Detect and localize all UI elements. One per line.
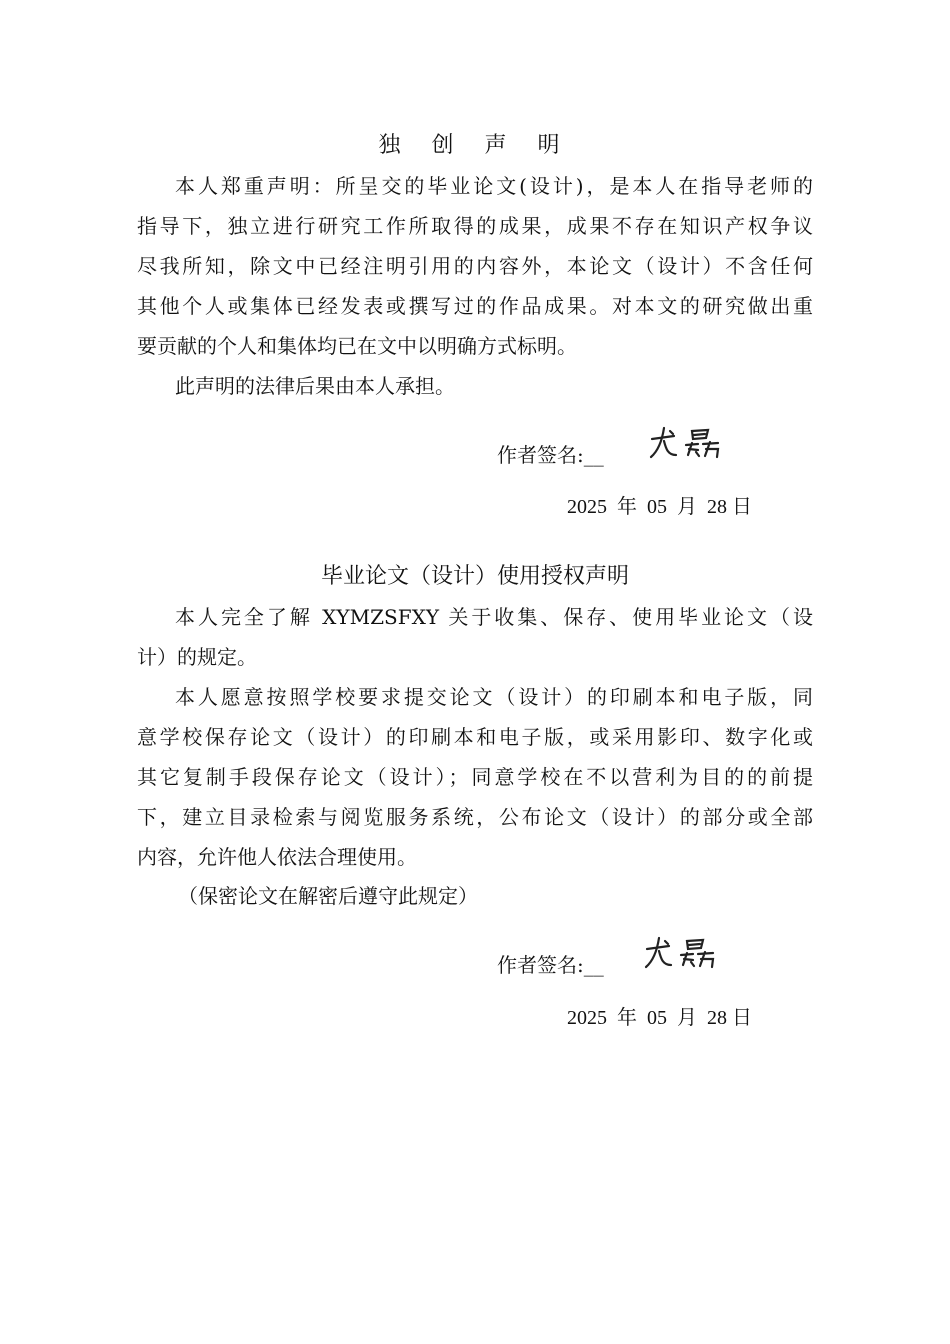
paragraph-line: 指导下，独立进行研究工作所取得的成果，成果不存在知识产权争议 [137,214,813,238]
paragraph-line: 此声明的法律后果由本人承担。 [175,374,455,398]
paragraph-line: 本人愿意按照学校要求提交论文（设计）的印刷本和电子版，同 [175,685,813,709]
paragraph-line: 尽我所知，除文中已经注明引用的内容外，本论文（设计）不含任何 [137,254,813,278]
paragraph-line: 其它复制手段保存论文（设计）；同意学校在不以营利为目的的前提 [137,765,813,789]
paragraph-line: （保密论文在解密后遵守此规定） [178,884,478,908]
paragraph-line: 要贡献的个人和集体均已在文中以明确方式标明。 [137,334,577,358]
signature-label: 作者签名:__ [497,443,604,467]
paragraph-line: 内容，允许他人依法合理使用。 [137,845,417,869]
declaration-title: 独 创 声 明 [378,133,572,158]
paragraph-line: 计）的规定。 [137,645,257,669]
paragraph-line: 意学校保存论文（设计）的印刷本和电子版，或采用影印、数字化或 [137,725,813,749]
authorization-title: 毕业论文（设计）使用授权声明 [320,564,629,589]
paragraph-line: 其他个人或集体已经发表或撰写过的作品成果。对本文的研究做出重 [137,294,813,318]
handwritten-signature [648,425,733,465]
paragraph-line: 本人郑重声明：所呈交的毕业论文(设计)，是本人在指导老师的 [175,174,813,198]
signature-label: 作者签名:__ [497,953,604,977]
paragraph-line: 本人完全了解 XYMZSFXY 关于收集、保存、使用毕业论文（设 [175,605,813,629]
signature-date: 2025 年 05 月 28 日 [567,1007,752,1029]
signature-date: 2025 年 05 月 28 日 [567,496,752,518]
paragraph-line: 下，建立目录检索与阅览服务系统，公布论文（设计）的部分或全部 [137,805,813,829]
handwritten-signature [643,935,728,975]
